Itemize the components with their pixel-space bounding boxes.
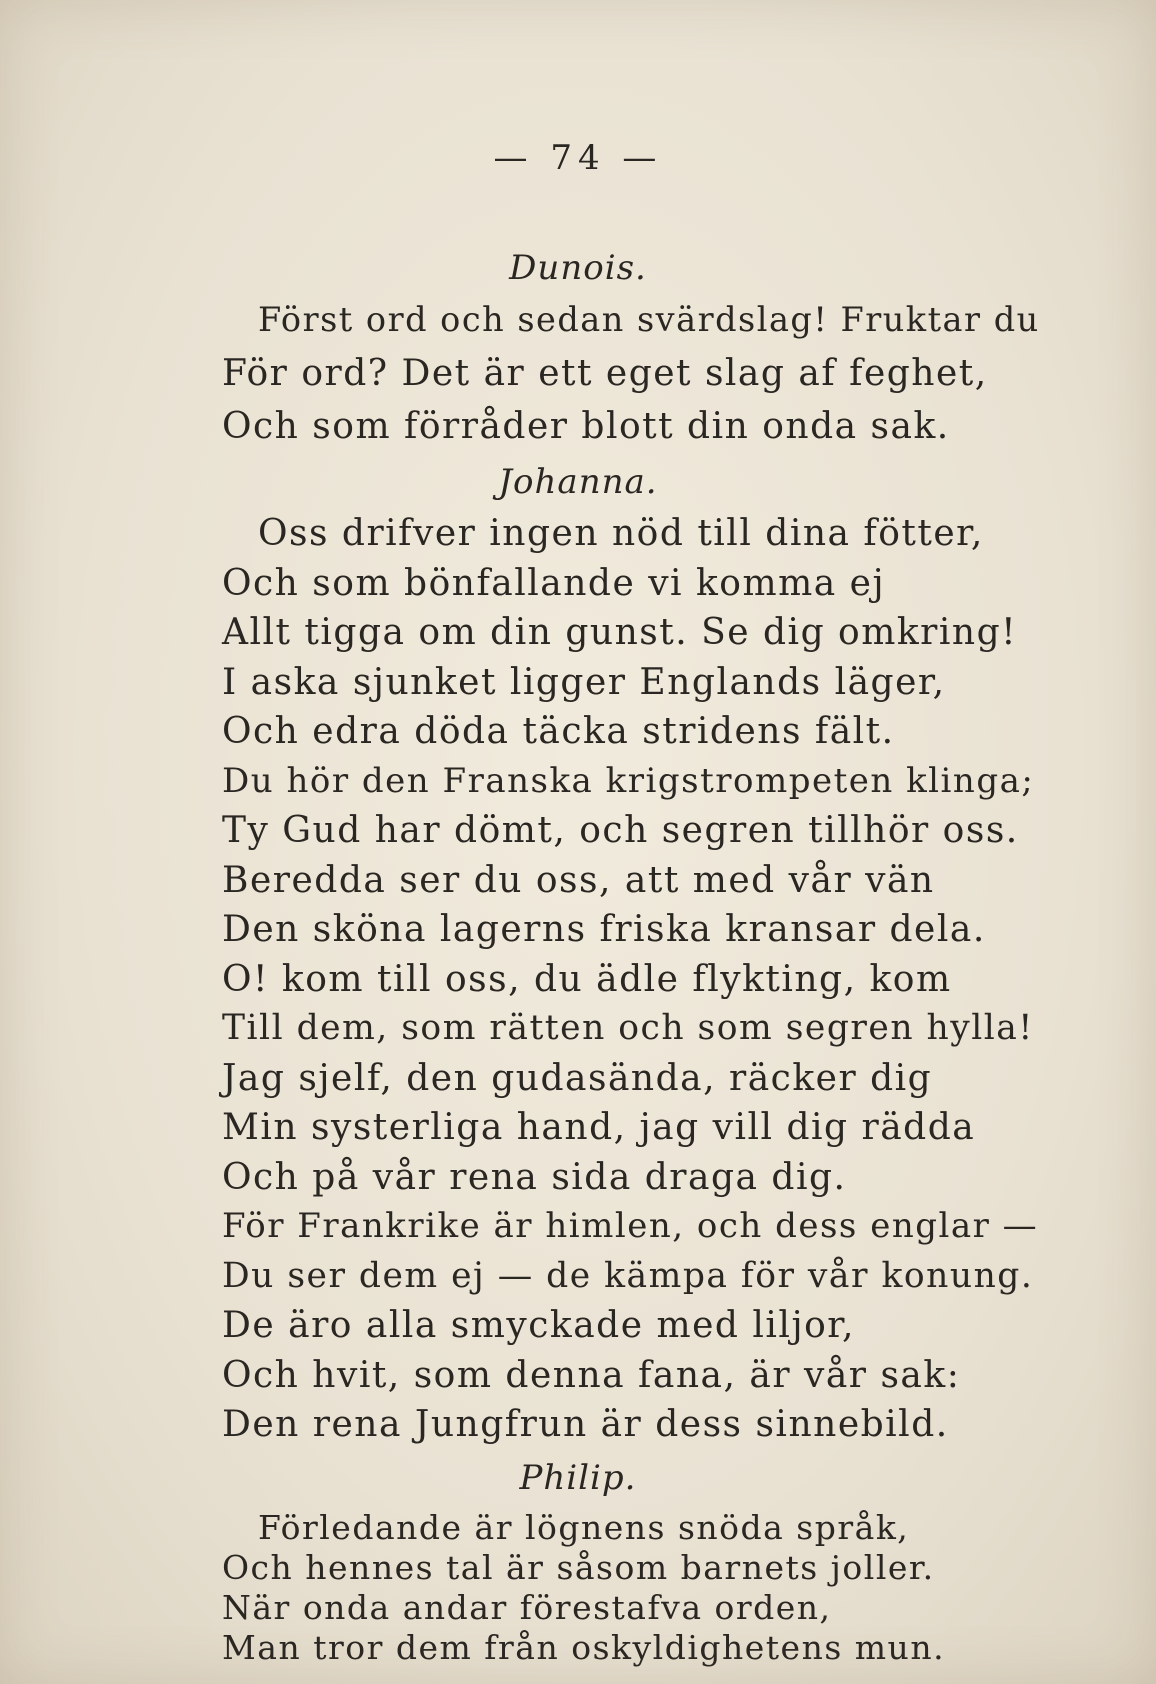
speaker-johanna: Johanna. <box>498 462 658 502</box>
verse-line: De äro alla smyckade med liljor, <box>222 1305 855 1346</box>
verse-line: Och edra döda täcka stridens fält. <box>222 711 895 752</box>
verse-line: Den rena Jungfrun är dess sinnebild. <box>222 1404 949 1445</box>
verse-line: Och som förråder blott din onda sak. <box>222 406 950 447</box>
verse-line: Ty Gud har dömt, och segren tillhör oss. <box>222 810 1019 851</box>
page-number: — 74 — <box>493 138 663 178</box>
verse-line: Oss drifver ingen nöd till dina fötter, <box>258 513 984 554</box>
verse-line: När onda andar förestafva orden, <box>222 1588 832 1627</box>
speaker-dunois: Dunois. <box>509 248 647 288</box>
verse-line: Först ord och sedan svärdslag! Fruktar du <box>258 300 1040 339</box>
verse-line: Allt tigga om din gunst. Se dig omkring! <box>222 612 1018 653</box>
verse-line: Beredda ser du oss, att med vår vän <box>222 859 935 901</box>
verse-line: För Frankrike är himlen, och dess englar — <box>222 1206 1039 1246</box>
verse-line: För ord? Det är ett eget slag af feghet, <box>222 353 988 394</box>
speaker-philip: Philip. <box>519 1458 637 1498</box>
verse-line: Och hennes tal är såsom barnets joller. <box>222 1548 935 1587</box>
verse-line: Och hvit, som denna fana, är vår sak: <box>222 1354 961 1396</box>
verse-line: Och som bönfallande vi komma ej <box>222 562 886 604</box>
verse-line: I aska sjunket ligger Englands läger, <box>222 661 946 703</box>
verse-line: Och på vår rena sida draga dig. <box>222 1156 847 1198</box>
verse-line: Förledande är lögnens snöda språk, <box>258 1508 910 1547</box>
verse-line: Du hör den Franska krigstrompeten klinga; <box>222 760 1035 801</box>
verse-line: Den sköna lagerns friska kransar dela. <box>222 909 986 950</box>
verse-line: Man tror dem från oskyldighetens mun. <box>222 1628 946 1667</box>
verse-line: Min systerliga hand, jag vill dig rädda <box>222 1107 976 1148</box>
verse-line: Till dem, som rätten och som segren hylla! <box>222 1008 1034 1048</box>
verse-line: O! kom till oss, du ädle flykting, kom <box>222 958 952 1000</box>
verse-line: Jag sjelf, den gudasända, räcker dig <box>222 1057 933 1099</box>
verse-line: Du ser dem ej — de kämpa för vår konung. <box>222 1255 1034 1296</box>
